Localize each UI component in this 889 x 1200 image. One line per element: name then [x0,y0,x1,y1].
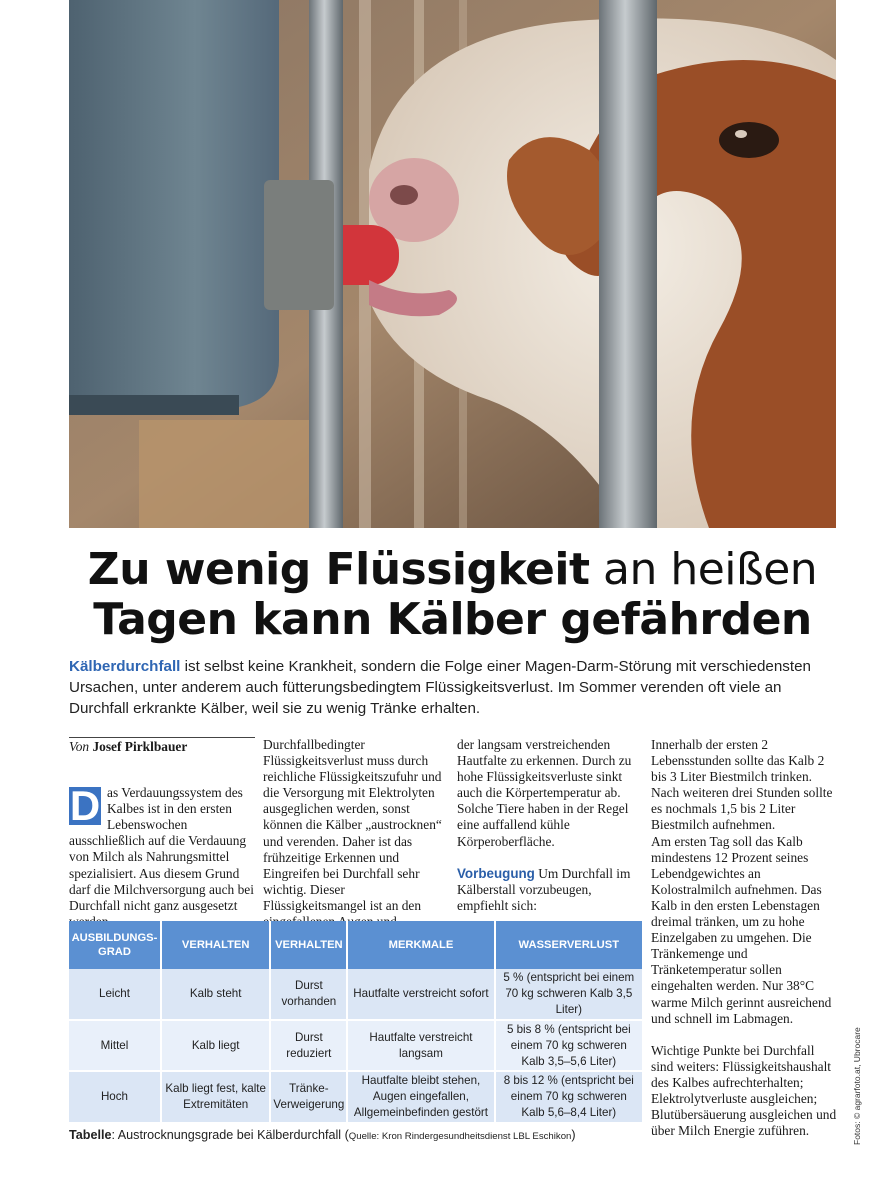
table-cell: Kalb liegt [161,1020,270,1071]
byline-author: Josef Pirklbauer [92,739,188,754]
table-header: MERKMALE [347,921,494,969]
lead-text: ist selbst keine Krankheit, sondern die Folge einer Magen-Darm-Störung mit verschiedensten Ursachen, unter anderem auch fütterungsbedingtem Flüssigkeitsverlust. Im Sommer verenden oft viele an Durchfall erkrankte Kälber, weil sie zu wenig Tränke erhalten. [69,658,811,717]
table-cell: 5 % (entspricht bei einem 70 kg schweren Kalb 3,5 Liter) [495,969,642,1020]
table-cell: 8 bis 12 % (entspricht bei einem 70 kg schweren Kalb 5,6–8,4 Liter) [495,1071,642,1122]
table-cell: Kalb steht [161,969,270,1020]
photo-illustration [69,0,836,528]
table-row [69,969,642,1020]
table-header-row [69,921,642,969]
lead-keyword: Kälberdurchfall [69,658,181,675]
caption-close: ) [571,1128,576,1142]
col4-text3: Wichtige Punkte bei Durchfall sind weiters: Flüssigkeitshaushalt des Kalbes aufrechterhalten; Elektrolytverluste ausgleichen; Blutübersäuerung ausgleichen und über Milch Energie zuführen. [651,1042,837,1139]
table-cell: 5 bis 8 % (entspricht bei einem 70 kg schweren Kalb 3,5–5,6 Liter) [495,1020,642,1071]
title-bold-part: Zu wenig Flüssigkeit [87,544,590,595]
article-lead [69,656,839,719]
table-cell: Kalb liegt fest, kalte Extremitäten [161,1071,270,1122]
table-cell: Durst vorhanden [270,969,347,1020]
calf-drinking-photo [69,0,836,528]
caption-text: : Austrocknungsgrade bei Kälberdurchfall ( [111,1128,349,1142]
byline-prefix: Von [69,739,90,754]
table-cell: Hautfalte bleibt stehen, Augen eingefallen, Allgemeinbefinden gestört [347,1071,494,1122]
prevention-subhead: Vorbeugung [457,865,535,881]
article-title [69,545,836,645]
title-line-2: Tagen kann Kälber gefährden [93,594,812,645]
col3-text2: Um Durchfall im Kälberstall vorzubeugen, empfiehlt sich: [457,865,631,913]
table-header: AUSBILDUNGS-GRAD [69,921,161,969]
column-4 [651,737,837,1139]
caption-source: Quelle: Kron Rindergesundheitsdienst LBL Eschikon [348,1131,572,1142]
column-1 [69,737,255,930]
col4-text: Innerhalb der ersten 2 Lebensstunden sollte das Kalb 2 bis 3 Liter Biestmilch trinken. Nach weiteren drei Stunden sollte es nochmals 1,5 bis 2 Liter Biestmilch aufnehmen. [651,737,833,833]
dropcap: D [69,782,101,830]
col1-text: as Verdauungssystem des Kalbes ist in den ersten Lebenswochen ausschließlich auf die Verdauung von Milch als Nahrungsmittel spezialisiert. Aus diesem Grund darf die Milchversorgung auch bei Durchfall nicht ganz ausgesetzt [69,785,254,913]
table-cell: Hautfalte verstreicht langsam [347,1020,494,1071]
table-cell: Hautfalte verstreicht sofort [347,969,494,1020]
col2-text: Durchfallbedingter Flüssigkeitsverlust muss durch reichliche Flüssigkeitszufuhr und die Versorgung mit Elektrolyten ausgeglichen werden, sonst können die Kälber „austrocknen“ und verenden. Daher ist das frühzeitige Erkennen und Eingreifen bei Durchfall sehr wichtig. Dieser Flüssigkeitsmangel ist an den [263,737,442,913]
table-cell: Durst reduziert [270,1020,347,1071]
title-line-1 [69,545,836,595]
table-header: VERHALTEN [270,921,347,969]
col4-text2: Am ersten Tag soll das Kalb mindestens 12 Prozent seines Lebendgewichtes an Kolostralmilch aufnehmen. Das Kalb in den ersten Lebenstagen dreimal tränken, um zu hohe Einzelgaben zu umgehen. Die Tränkemenge und Tränketemperatur sollen eingehalten werden. Nur 38°C warme Milch gerinnt ausreichend und schnell im Labmagen. [651,833,832,1026]
table-header: VERHALTEN [161,921,270,969]
prevention-paragraph [457,866,643,914]
table-cell: Leicht [69,969,161,1020]
col3-text: der langsam verstreichenden Hautfalte zu erkennen. Durch zu hohe Flüssigkeitsverluste sinkt auch die Körpertemperatur ab. Solche Tiere haben in der Regel eine auffallend kühle Körperoberfläche. [457,737,632,849]
column-2 [263,737,449,930]
table-cell: Hoch [69,1071,161,1122]
column-3 [457,737,643,914]
table-row [69,1020,642,1071]
table-caption [69,1128,649,1142]
title-light-part: an heißen [589,544,818,595]
intro-paragraph [69,782,255,930]
table-row [69,1071,642,1122]
table-cell: Mittel [69,1020,161,1071]
byline [69,737,255,755]
caption-label: Tabelle [69,1128,112,1142]
table-header: WASSERVERLUST [495,921,642,969]
table-cell: Tränke-Verweigerung [270,1071,347,1122]
photo-credit: Fotos: © agrarfoto.at, Ubrocare [852,1027,862,1145]
dehydration-table [69,921,642,1122]
